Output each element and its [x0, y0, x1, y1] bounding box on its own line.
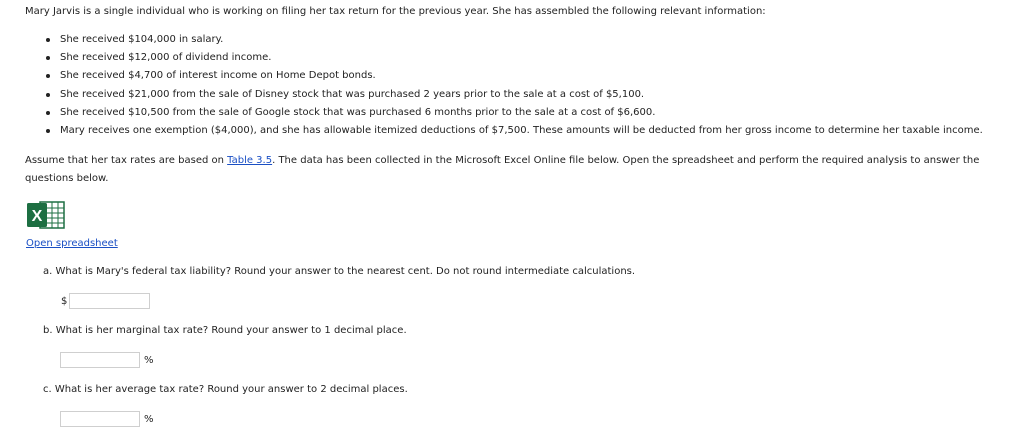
list-item: She received $12,000 of dividend income. — [44, 52, 983, 70]
info-list — [44, 34, 983, 143]
percent-sign-c: % — [144, 414, 154, 425]
list-item: She received $10,500 from the sale of Google stock that was purchased 6 months prior to the sale at a cost of $6,600. — [44, 107, 983, 125]
open-spreadsheet-link[interactable]: Open spreadsheet — [26, 238, 118, 249]
list-item: She received $4,700 of interest income on Home Depot bonds. — [44, 70, 983, 88]
tax-liability-input[interactable] — [69, 293, 150, 309]
question-b-text: b. What is her marginal tax rate? Round your answer to 1 decimal place. — [43, 325, 407, 336]
list-item: She received $21,000 from the sale of Disney stock that was purchased 2 years prior to the sale at a cost of $5,100. — [44, 89, 983, 107]
excel-letter: X — [31, 208, 43, 225]
assumption-paragraph — [25, 152, 1020, 188]
percent-sign-b: % — [144, 355, 154, 366]
excel-icon[interactable] — [26, 200, 66, 230]
list-item: She received $104,000 in salary. — [44, 34, 983, 52]
assumption-text-start: Assume that her tax rates are based on — [25, 155, 228, 166]
marginal-rate-input[interactable] — [60, 352, 140, 368]
assumption-text-end: . The data has been collected in the Microsoft Excel Online file below. Open the spreadsheet and perform the required analysis to answer the questions below. — [25, 155, 980, 184]
intro-text: Mary Jarvis is a single individual who is working on filing her tax return for the previous year. She has assembled the following relevant information: — [25, 6, 766, 17]
question-c-text: c. What is her average tax rate? Round your answer to 2 decimal places. — [43, 384, 408, 395]
list-item: Mary receives one exemption ($4,000), and she has allowable itemized deductions of $7,500. These amounts will be deducted from her gross income to determine her taxable income. — [44, 125, 983, 143]
dollar-sign: $ — [61, 296, 68, 307]
average-rate-input[interactable] — [60, 411, 140, 427]
question-a-text: a. What is Mary's federal tax liability? Round your answer to the nearest cent. Do not round intermediate calculations. — [43, 266, 636, 277]
table-link[interactable]: Table 3.5 — [227, 155, 273, 166]
